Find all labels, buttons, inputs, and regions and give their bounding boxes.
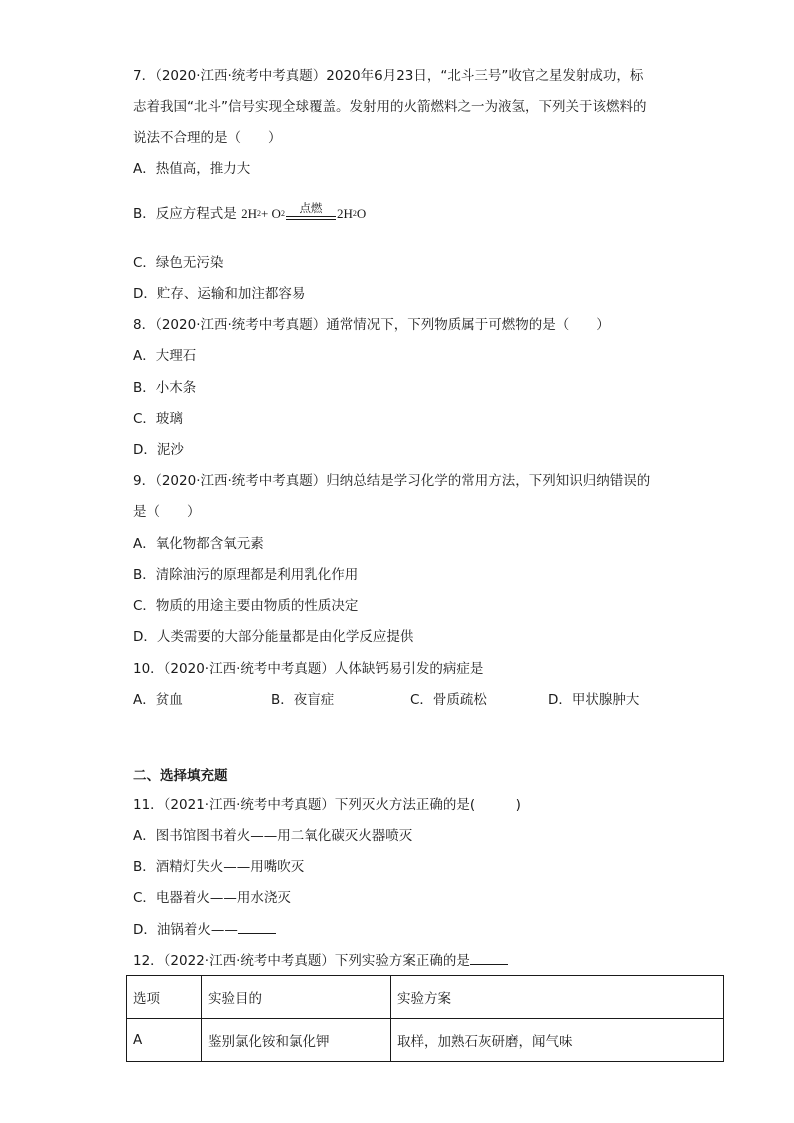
eq-right-end: O [356,206,367,221]
eq-left: 2H [241,206,257,221]
table-header-row [127,976,724,1019]
eq-sub: 2 [352,209,357,218]
table-header-cell: 实验方案 [391,976,724,1019]
q7-option-d: D．贮存、运输和加注都容易 [133,286,306,302]
eq-sub: 2 [256,209,261,218]
experiment-table [126,975,724,1062]
q10-option-c: C．骨质疏松 [410,692,487,708]
q10-stem: 10．（2020·江西·统考中考真题）人体缺钙易引发的病症是 [133,661,484,677]
q7-stem-line2: 志着我国“北斗”信号实现全球覆盖。发射用的火箭燃料之一为液氢，下列关于该燃料的 [133,99,647,115]
reaction-equals-sign [286,201,336,224]
eq-right: 2H [336,206,353,221]
table-header-cell: 实验目的 [202,976,391,1019]
q8-option-a: A．大理石 [133,348,197,364]
q11-option-b: B．酒精灯失火——用嘴吹灭 [133,859,305,875]
q7-option-a: A．热值高，推力大 [133,161,251,177]
q9-option-d: D．人类需要的大部分能量都是由化学反应提供 [133,629,414,645]
q10-option-b: B．夜盲症 [271,692,335,708]
q11-option-a: A．图书馆图书着火——用二氧化碳灭火器喷灭 [133,828,413,844]
table-header-cell: 选项 [127,976,202,1019]
q10-option-d: D．甲状腺肿大 [548,692,640,708]
q8-option-b: B．小木条 [133,380,197,396]
q7-option-b-prefix: B．反应方程式是 [133,206,237,222]
table-cell: 鉴别氯化铵和氯化钾 [202,1019,391,1062]
eq-plus: + O [260,206,281,221]
q8-stem: 8．（2020·江西·统考中考真题）通常情况下，下列物质属于可燃物的是（ ） [133,317,610,333]
q11-option-d-text: D．油锅着火—— [133,922,238,938]
q9-option-b: B．清除油污的原理都是利用乳化作用 [133,567,359,583]
eq-sub: 2 [280,209,285,218]
q7-stem-line1: 7．（2020·江西·统考中考真题）2020年6月23日，“北斗三号”收官之星发射成功，标 [133,68,644,84]
q8-option-c: C．玻璃 [133,411,183,427]
q9-stem-line2: 是（ ） [133,504,201,520]
q9-stem-line1: 9．（2020·江西·统考中考真题）归纳总结是学习化学的常用方法，下列知识归纳错误的 [133,473,651,489]
table-cell: 取样，加熟石灰研磨，闻气味 [391,1019,724,1062]
reaction-condition: 点燃 [299,201,323,215]
q11-stem: 11．（2021·江西·统考中考真题）下列灭火方法正确的是( ) [133,797,521,813]
table-row [127,1019,724,1062]
q7-option-c: C．绿色无污染 [133,255,224,271]
section-title: 二、选择填充题 [133,768,228,784]
q11-option-d [133,919,276,940]
chemical-equation [241,201,367,224]
table-cell: A [127,1019,202,1062]
q9-option-a: A．氧化物都含氧元素 [133,536,264,552]
q12-stem-text: 12．（2022·江西·统考中考真题）下列实验方案正确的是 [133,953,470,969]
q10-option-a: A．贫血 [133,692,183,708]
answer-blank [470,950,508,965]
q12-stem [133,950,508,971]
q7-option-b [133,201,367,224]
q7-stem-line3: 说法不合理的是（ ） [133,130,282,146]
answer-blank [238,919,276,934]
q9-option-c: C．物质的用途主要由物质的性质决定 [133,598,359,614]
q10-options [133,690,673,710]
q11-option-c: C．电器着火——用水浇灭 [133,890,291,906]
q8-option-d: D．泥沙 [133,442,184,458]
